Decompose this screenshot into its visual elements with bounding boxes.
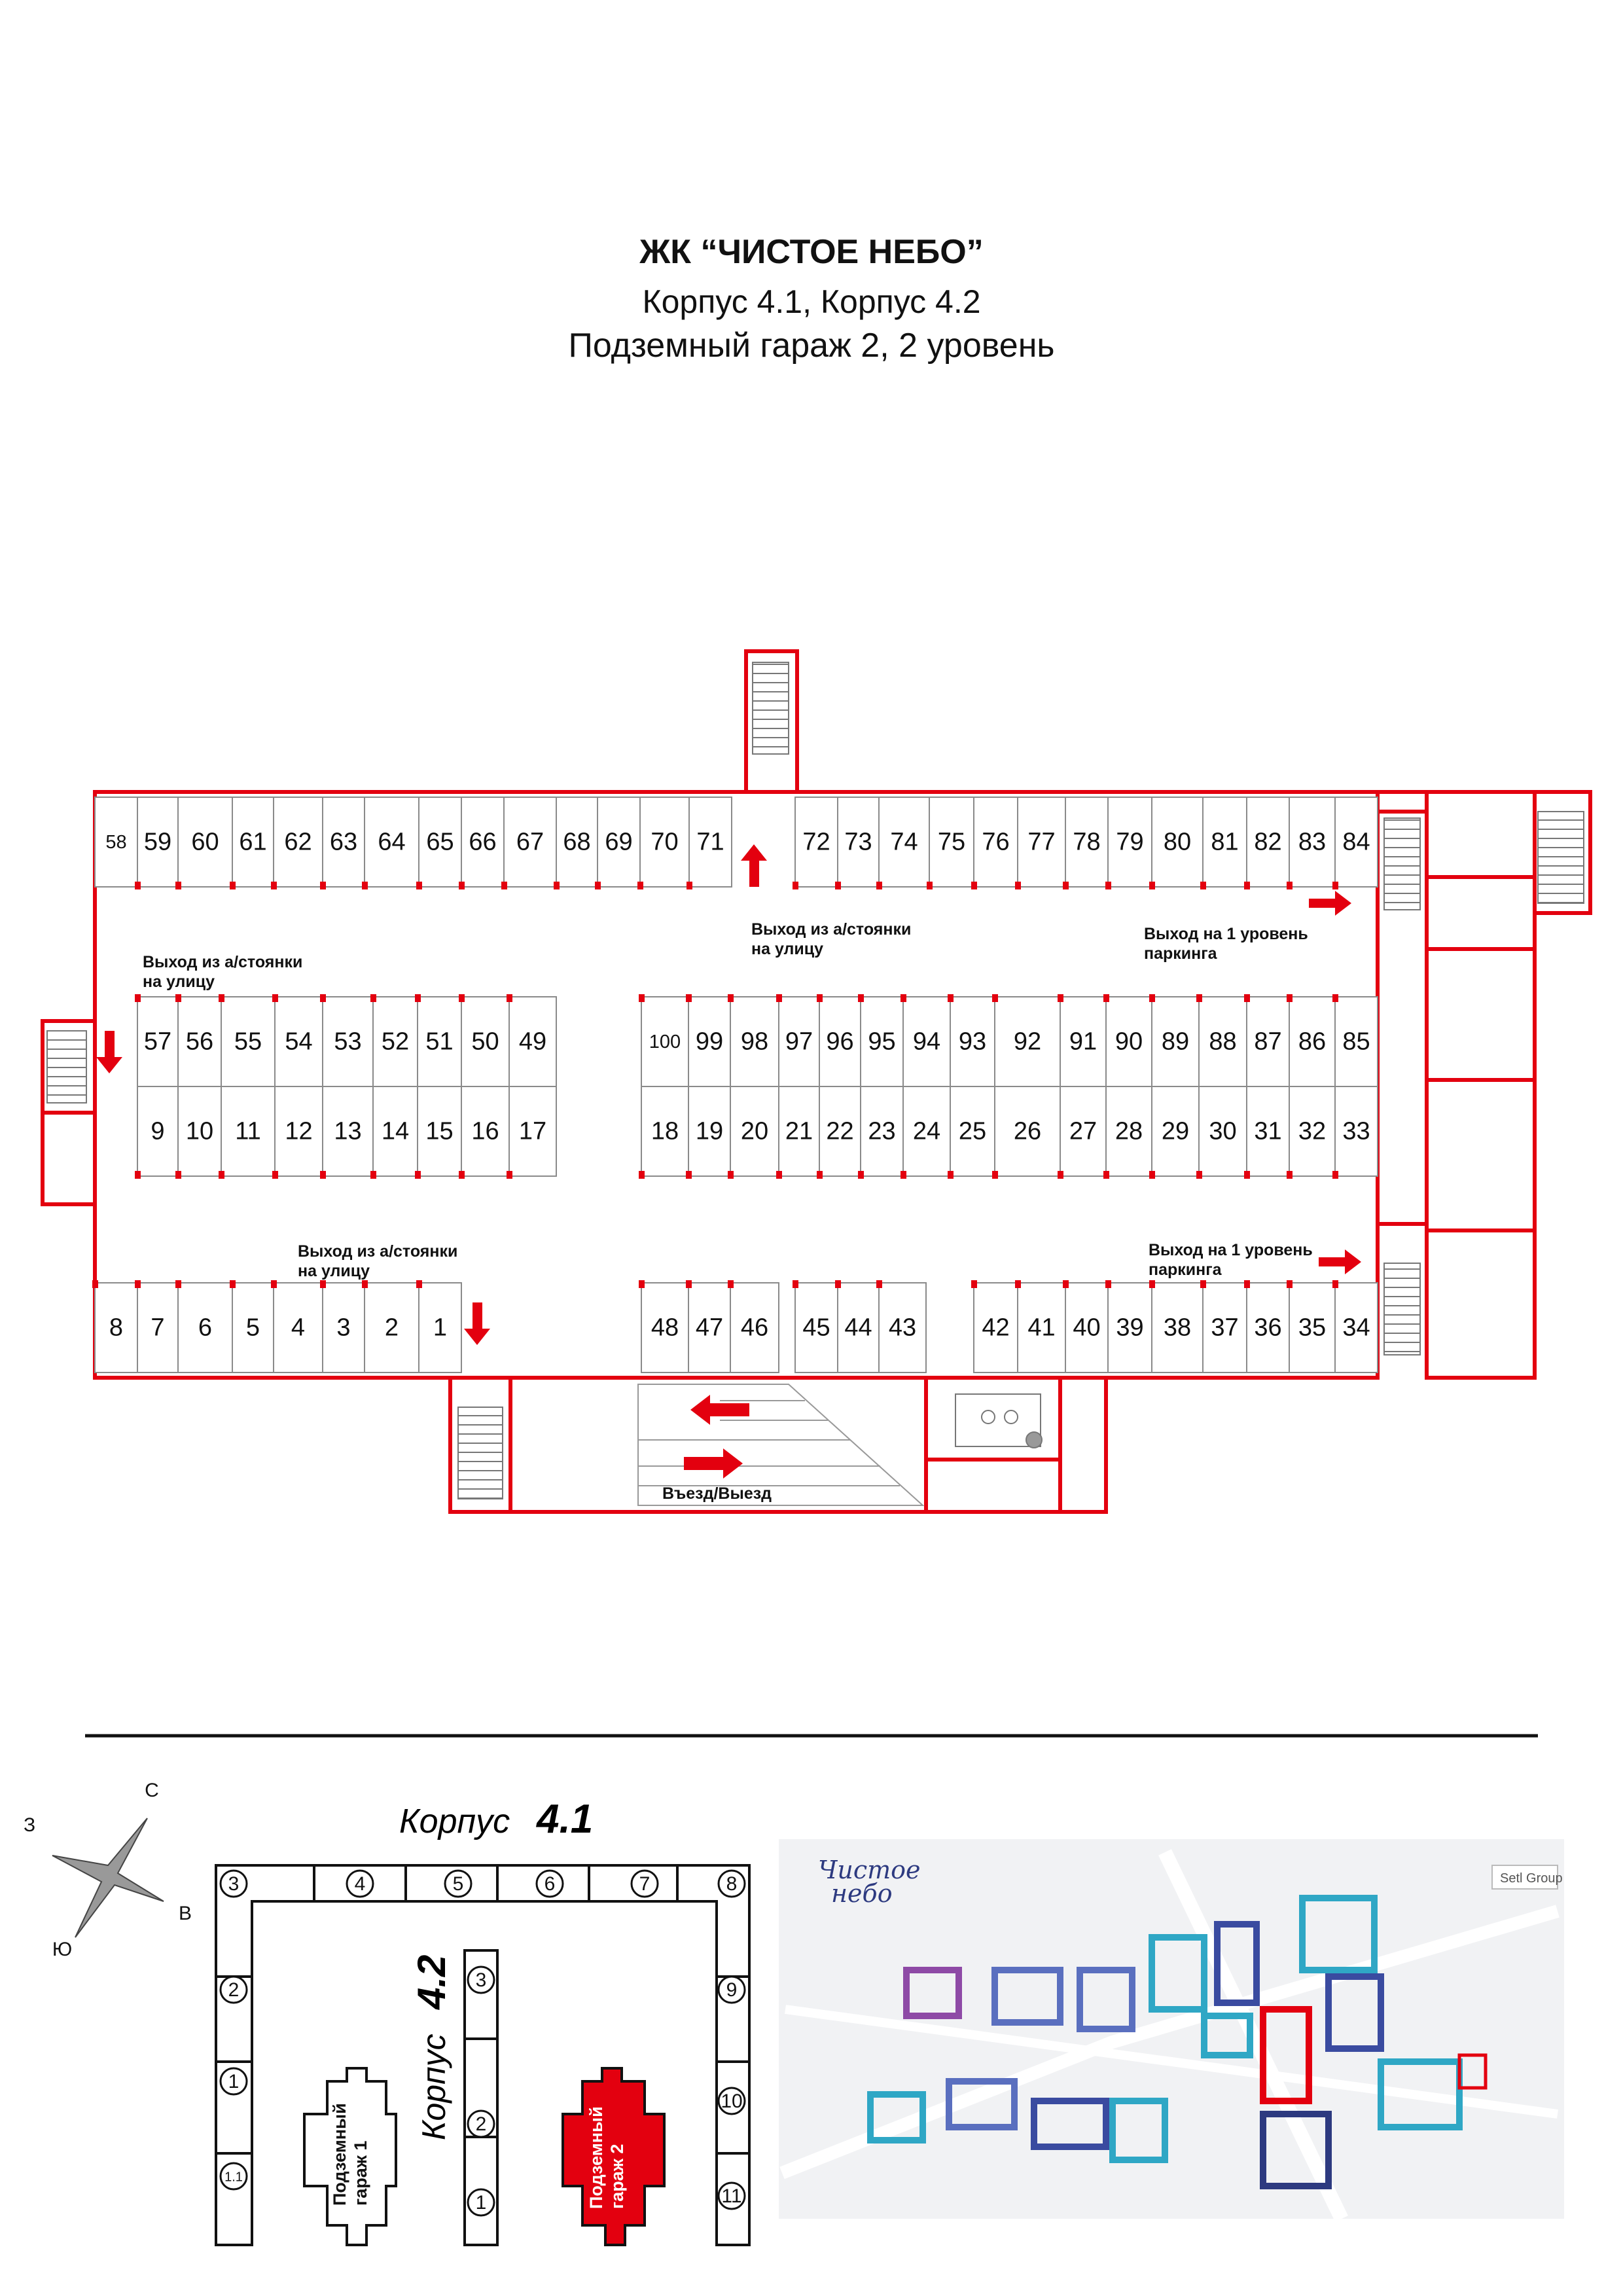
compass-east: В	[178, 1902, 192, 1924]
parking-slot-number: 99	[695, 1028, 724, 1056]
section-number: 2	[228, 1979, 240, 2001]
column-marker	[817, 1171, 823, 1179]
svg-text:4.2: 4.2	[410, 1954, 454, 2009]
column-marker	[1332, 1280, 1338, 1288]
column-marker	[1200, 882, 1206, 889]
column-marker	[1332, 882, 1338, 889]
column-marker	[554, 882, 560, 889]
column-marker	[135, 1280, 141, 1288]
parking-slot-number: 90	[1115, 1028, 1143, 1056]
column-marker	[817, 994, 823, 1002]
column-marker	[901, 1171, 906, 1179]
column-marker	[1287, 994, 1293, 1002]
column-marker	[1063, 1280, 1069, 1288]
parking-slot-number: 32	[1298, 1117, 1327, 1145]
column-marker	[1287, 882, 1293, 889]
parking-slot-number: 21	[785, 1117, 813, 1145]
column-marker	[1196, 994, 1202, 1002]
column-marker	[639, 1171, 645, 1179]
parking-slot-number: 8	[109, 1314, 124, 1342]
column-marker	[1332, 1171, 1338, 1179]
parking-slot-number: 89	[1161, 1028, 1190, 1056]
parking-slot-number: 20	[740, 1117, 769, 1145]
column-marker	[501, 882, 507, 889]
parking-slot-number: 54	[285, 1028, 313, 1056]
parking-slot-number: 78	[1073, 828, 1101, 856]
column-marker	[858, 994, 864, 1002]
column-marker	[948, 994, 954, 1002]
column-marker	[1244, 1171, 1250, 1179]
parking-slot-number: 30	[1209, 1117, 1237, 1145]
column-marker	[459, 1171, 465, 1179]
page-subtitle: Корпус 4.1, Корпус 4.2	[642, 283, 981, 320]
parking-slot-number: 66	[469, 828, 497, 856]
column-marker	[416, 882, 422, 889]
parking-slot-number: 26	[1013, 1117, 1042, 1145]
parking-slot-number: 2	[384, 1314, 399, 1342]
svg-text:Корпус: Корпус	[416, 2034, 452, 2140]
parking-slot-number: 82	[1254, 828, 1282, 856]
exit-street-label: на улицу	[298, 1262, 370, 1280]
column-marker	[175, 994, 181, 1002]
parking-slot-number: 11	[235, 1117, 261, 1145]
column-marker	[1015, 882, 1021, 889]
parking-slot-number: 61	[239, 828, 267, 856]
parking-slot-number: 47	[695, 1314, 724, 1342]
parking-slot-number: 95	[868, 1028, 896, 1056]
parking-slot-number: 29	[1161, 1117, 1190, 1145]
column-marker	[230, 1280, 236, 1288]
compass-south: Ю	[52, 1938, 73, 1960]
parking-slot-number: 92	[1013, 1028, 1042, 1056]
parking-slot-number: 46	[740, 1314, 769, 1342]
parking-slot-number: 42	[982, 1314, 1010, 1342]
parking-slot-number: 35	[1298, 1314, 1327, 1342]
column-marker	[507, 994, 512, 1002]
column-marker	[1149, 1280, 1155, 1288]
column-marker	[1287, 1280, 1293, 1288]
section-number: 4	[354, 1873, 366, 1895]
column-marker	[793, 1280, 798, 1288]
parking-slot-number: 51	[425, 1028, 454, 1056]
parking-slot-number: 76	[982, 828, 1010, 856]
parking-slot-number: 59	[143, 828, 172, 856]
column-marker	[1200, 1280, 1206, 1288]
arrow-right-icon	[1309, 891, 1351, 916]
parking-slot-number: 14	[381, 1117, 410, 1145]
building-41-outline	[216, 1865, 749, 2245]
column-marker	[1196, 1171, 1202, 1179]
exit-level-label: паркинга	[1149, 1261, 1222, 1279]
parking-slot-number: 15	[425, 1117, 454, 1145]
column-marker	[1015, 1280, 1021, 1288]
parking-slot-number: 71	[696, 828, 724, 856]
parking-slot-number: 28	[1115, 1117, 1143, 1145]
parking-slot-number: 87	[1254, 1028, 1282, 1056]
column-marker	[175, 882, 181, 889]
developer-logo: Setl Group	[1500, 1871, 1563, 1886]
parking-slot-number: 86	[1298, 1028, 1327, 1056]
parking-slot-number: 83	[1298, 828, 1327, 856]
parking-slot-number: 84	[1342, 828, 1370, 856]
parking-slot-number: 56	[185, 1028, 214, 1056]
column-marker	[686, 994, 692, 1002]
parking-slot-number: 74	[890, 828, 918, 856]
column-marker	[320, 994, 326, 1002]
parking-slot-number: 70	[651, 828, 679, 856]
column-marker	[320, 1171, 326, 1179]
exit-level-label: паркинга	[1144, 944, 1217, 963]
parking-slot-number: 60	[191, 828, 219, 856]
parking-slot-number: 39	[1116, 1314, 1144, 1342]
parking-slot-number: 27	[1069, 1117, 1097, 1145]
column-marker	[686, 1280, 692, 1288]
compass-icon	[52, 1818, 164, 1937]
svg-text:Подземный: Подземный	[586, 2106, 606, 2209]
column-marker	[415, 1171, 421, 1179]
parking-slot-number: 33	[1342, 1117, 1370, 1145]
parking-slot-number: 9	[151, 1117, 165, 1145]
section-number: 3	[475, 1969, 487, 1991]
exit-street-label: на улицу	[143, 973, 215, 991]
column-marker	[901, 994, 906, 1002]
parking-slot-number: 41	[1027, 1314, 1056, 1342]
column-marker	[370, 1171, 376, 1179]
column-marker	[1105, 1280, 1111, 1288]
column-marker	[776, 1171, 782, 1179]
section-number: 9	[726, 1979, 738, 2001]
parking-slot-number: 10	[185, 1117, 214, 1145]
exit-level-label: Выход на 1 уровень	[1144, 925, 1308, 943]
site-map	[779, 1839, 1564, 2219]
column-marker	[272, 994, 278, 1002]
parking-slot-number: 44	[844, 1314, 872, 1342]
parking-slot-number: 13	[334, 1117, 362, 1145]
parking-slot-number: 7	[151, 1314, 165, 1342]
column-marker	[1149, 1171, 1155, 1179]
parking-slot-number: 17	[518, 1117, 547, 1145]
compass-north: С	[145, 1779, 159, 1801]
parking-slot-number: 100	[649, 1031, 681, 1053]
parking-slot-number: 53	[334, 1028, 362, 1056]
parking-slot-number: 69	[605, 828, 633, 856]
exit-level-label: Выход на 1 уровень	[1149, 1241, 1313, 1259]
arrow-right-icon	[1319, 1249, 1361, 1274]
column-marker	[1105, 882, 1111, 889]
svg-text:небо: небо	[831, 1879, 893, 1908]
parking-slot-number: 22	[826, 1117, 854, 1145]
parking-slot-number: 88	[1209, 1028, 1237, 1056]
parking-slot-number: 6	[198, 1314, 213, 1342]
exit-street-label: Выход из а/стоянки	[298, 1242, 458, 1261]
column-marker	[686, 1171, 692, 1179]
section-number: 8	[726, 1873, 738, 1895]
svg-text:Чистое: Чистое	[818, 1856, 921, 1884]
column-marker	[776, 994, 782, 1002]
level-title: Подземный гараж 2, 2 уровень	[568, 327, 1055, 365]
section-number: 11	[721, 2185, 742, 2207]
column-marker	[175, 1280, 181, 1288]
parking-slot-number: 38	[1163, 1314, 1192, 1342]
parking-slot-number: 68	[563, 828, 591, 856]
section-number: 1	[475, 2191, 487, 2214]
column-marker	[1058, 1171, 1063, 1179]
parking-slot-number: 80	[1163, 828, 1192, 856]
column-marker	[835, 882, 841, 889]
column-marker	[92, 1280, 98, 1288]
column-marker	[595, 882, 601, 889]
column-marker	[459, 994, 465, 1002]
column-marker	[415, 994, 421, 1002]
parking-slot-number: 67	[516, 828, 544, 856]
arrow-down-icon	[96, 1031, 122, 1073]
column-marker	[1103, 1171, 1109, 1179]
column-marker	[135, 994, 141, 1002]
column-marker	[320, 882, 326, 889]
parking-slot-number: 18	[651, 1117, 679, 1145]
section-number: 1	[228, 2070, 240, 2092]
parking-slot-number: 72	[802, 828, 830, 856]
column-marker	[876, 1280, 882, 1288]
parking-slot-number: 48	[651, 1314, 679, 1342]
column-marker	[793, 882, 798, 889]
column-marker	[948, 1171, 954, 1179]
column-marker	[728, 1280, 734, 1288]
parking-slot-number: 3	[336, 1314, 351, 1342]
parking-slot-number: 37	[1211, 1314, 1239, 1342]
column-marker	[272, 1171, 278, 1179]
column-marker	[1149, 882, 1155, 889]
parking-slot-number: 55	[234, 1028, 262, 1056]
column-marker	[637, 882, 643, 889]
exit-street-label: на улицу	[751, 940, 824, 958]
column-marker	[687, 882, 692, 889]
parking-slot-number: 43	[888, 1314, 917, 1342]
parking-slot-number: 97	[785, 1028, 813, 1056]
parking-slot-number: 31	[1254, 1117, 1282, 1145]
parking-slot-number: 52	[381, 1028, 410, 1056]
parking-slot-number: 34	[1342, 1314, 1370, 1342]
column-marker	[1332, 994, 1338, 1002]
column-marker	[416, 1280, 422, 1288]
column-marker	[507, 1171, 512, 1179]
building-label-41	[399, 1797, 593, 1842]
section-numbers	[221, 1871, 745, 2215]
parking-slot-number: 79	[1116, 828, 1144, 856]
section-number: 6	[544, 1873, 556, 1895]
column-marker	[1244, 882, 1250, 889]
garage-1-outline	[304, 2068, 396, 2245]
parking-slot-number: 5	[245, 1314, 260, 1342]
column-marker	[971, 882, 977, 889]
column-marker	[362, 1280, 368, 1288]
parking-slot-number: 45	[802, 1314, 830, 1342]
parking-slot-number: 73	[844, 828, 872, 856]
column-marker	[135, 1171, 141, 1179]
column-marker	[992, 1171, 998, 1179]
parking-slot-number: 57	[143, 1028, 172, 1056]
column-marker	[992, 994, 998, 1002]
parking-slot-number: 12	[285, 1117, 313, 1145]
arrow-right-icon	[684, 1448, 743, 1479]
parking-slot-number: 96	[826, 1028, 854, 1056]
section-number: 5	[452, 1873, 464, 1895]
section-number: 10	[721, 2090, 743, 2112]
page-title: ЖК “ЧИСТОЕ НЕБО”	[639, 233, 984, 271]
parking-slot-number: 98	[740, 1028, 769, 1056]
parking-slot-number: 93	[958, 1028, 987, 1056]
column-marker	[1149, 994, 1155, 1002]
column-marker	[927, 882, 933, 889]
parking-slot-number: 85	[1342, 1028, 1370, 1056]
column-marker	[1063, 882, 1069, 889]
parking-slot-number: 63	[329, 828, 358, 856]
parking-slot-number: 50	[471, 1028, 499, 1056]
parking-slot-number: 91	[1069, 1028, 1097, 1056]
parking-slot-number: 62	[284, 828, 312, 856]
arrow-down-icon	[464, 1302, 490, 1345]
compass	[24, 1780, 192, 1960]
parking-slot-number: 64	[378, 828, 406, 856]
utility-room	[955, 1394, 1042, 1448]
parking-slot-number: 40	[1073, 1314, 1101, 1342]
parking-slot-number: 19	[695, 1117, 724, 1145]
svg-text:4.1: 4.1	[537, 1797, 594, 1842]
section-number: 7	[639, 1873, 651, 1895]
column-marker	[1058, 994, 1063, 1002]
parking-slot-number: 75	[937, 828, 966, 856]
exit-street-label: Выход из а/стоянки	[143, 953, 303, 971]
column-marker	[271, 1280, 277, 1288]
column-marker	[728, 1171, 734, 1179]
column-marker	[835, 1280, 841, 1288]
exit-street-label: Выход из а/стоянки	[751, 920, 912, 939]
svg-text:гараж 2: гараж 2	[607, 2144, 627, 2209]
column-marker	[639, 1280, 645, 1288]
section-number: 3	[228, 1873, 240, 1895]
svg-text:гараж 1: гараж 1	[351, 2140, 370, 2206]
parking-slot-number: 16	[471, 1117, 499, 1145]
column-marker	[219, 994, 224, 1002]
column-marker	[175, 1171, 181, 1179]
column-marker	[1287, 1171, 1293, 1179]
column-marker	[639, 994, 645, 1002]
parking-slot-number: 36	[1254, 1314, 1282, 1342]
parking-slot-number: 94	[912, 1028, 941, 1056]
compass-west: З	[23, 1814, 36, 1836]
entrance-label: Въезд/Выезд	[662, 1484, 772, 1503]
parking-slot-number: 49	[518, 1028, 547, 1056]
building-label-42	[410, 1955, 454, 2140]
parking-slot-number: 77	[1027, 828, 1056, 856]
column-marker	[728, 994, 734, 1002]
parking-slots	[92, 797, 1378, 1372]
svg-text:Подземный: Подземный	[330, 2103, 349, 2206]
svg-text:Корпус: Корпус	[399, 1803, 510, 1840]
column-marker	[1244, 1280, 1250, 1288]
column-marker	[362, 882, 368, 889]
section-number: 2	[475, 2113, 487, 2135]
parking-slot-number: 58	[105, 832, 127, 853]
parking-slot-number: 1	[433, 1314, 448, 1342]
section-number: 1.1	[224, 2170, 243, 2185]
column-marker	[1103, 994, 1109, 1002]
parking-slot-number: 24	[912, 1117, 941, 1145]
column-marker	[459, 882, 465, 889]
column-marker	[219, 1171, 224, 1179]
parking-slot-number: 25	[958, 1117, 987, 1145]
column-marker	[271, 882, 277, 889]
parking-slot-number: 81	[1211, 828, 1239, 856]
parking-slot-number: 65	[426, 828, 454, 856]
column-marker	[370, 994, 376, 1002]
column-marker	[971, 1280, 977, 1288]
garage-2-highlight	[563, 2068, 664, 2245]
column-marker	[320, 1280, 326, 1288]
column-marker	[876, 882, 882, 889]
arrow-up-icon	[741, 844, 767, 887]
parking-slot-number: 23	[868, 1117, 896, 1145]
column-marker	[1244, 994, 1250, 1002]
column-marker	[858, 1171, 864, 1179]
column-marker	[230, 882, 236, 889]
column-marker	[135, 882, 141, 889]
parking-slot-number: 4	[291, 1314, 306, 1342]
